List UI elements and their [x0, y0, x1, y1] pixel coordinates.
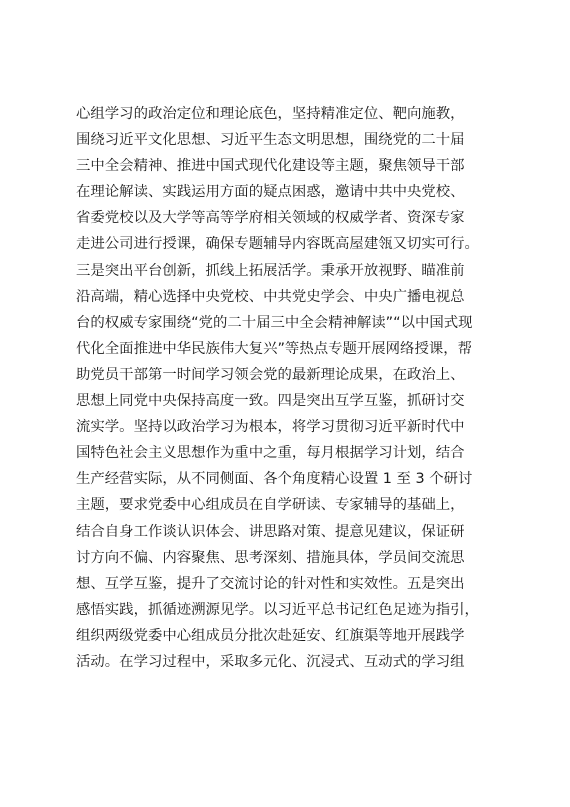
text-line: 在理论解读、实践运用方面的疑点困惑，邀请中共中央党校、	[76, 184, 465, 201]
text-line: 三中全会精神、推进中国式现代化建设等主题，聚焦领导干部	[76, 158, 465, 175]
text-line: 活动。在学习过程中，采取多元化、沉浸式、互动式的学习组	[76, 653, 465, 670]
text-line: 走进公司进行授课，确保专题辅导内容既高屋建瓴又切实可行。	[76, 236, 479, 253]
text-line: 感悟实践，抓循迹溯源见学。以习近平总书记红色足迹为指引，	[76, 601, 479, 618]
text-line: 主题，要求党委中心组成员在自学研读、专家辅导的基础上，	[76, 497, 465, 514]
text-line: 讨方向不偏、内容聚焦、思考深刻、措施具体，学员间交流思	[76, 549, 465, 566]
text-line: 心组学习的政治定位和理论底色，坚持精准定位、靶向施教，	[76, 106, 465, 122]
text-line: 三是突出平台创新，抓线上拓展活学。秉承开放视野、瞄准前	[76, 262, 465, 279]
text-line: 思想上同党中央保持高度一致。四是突出互学互鉴，抓研讨交	[76, 393, 465, 410]
text-line: 代化全面推进中华民族伟大复兴”等热点专题开展网络授课，帮	[76, 340, 473, 357]
text-line: 组织两级党委中心组成员分批次赴延安、红旗渠等地开展践学	[76, 627, 465, 644]
text-line: 结合自身工作谈认识体会、讲思路对策、提意见建议，保证研	[76, 523, 465, 540]
text-line: 围绕习近平文化思想、习近平生态文明思想，围绕党的二十届	[76, 132, 465, 149]
text-line: 国特色社会主义思想作为重中之重，每月根据学习计划，结合	[76, 445, 465, 462]
text-line: 沿高端，精心选择中央党校、中共党史学会、中央广播电视总	[76, 288, 465, 305]
text-line: 流实学。坚持以政治学习为根本，将学习贯彻习近平新时代中	[76, 419, 465, 436]
text-line: 省委党校以及大学等高等学府相关领域的权威学者、资深专家	[76, 210, 465, 227]
text-line: 台的权威专家围绕“党的二十届三中全会精神解读”“以中国式现	[76, 314, 473, 331]
text-line: 生产经营实际，从不同侧面、各个角度精心设置 1 至 3 个研讨	[76, 471, 473, 488]
text-line: 助党员干部第一时间学习领会党的最新理论成果，在政治上、	[76, 366, 465, 383]
text-line: 想、互学互鉴，提升了交流讨论的针对性和实效性。五是突出	[76, 575, 465, 592]
body-paragraph	[76, 101, 506, 675]
